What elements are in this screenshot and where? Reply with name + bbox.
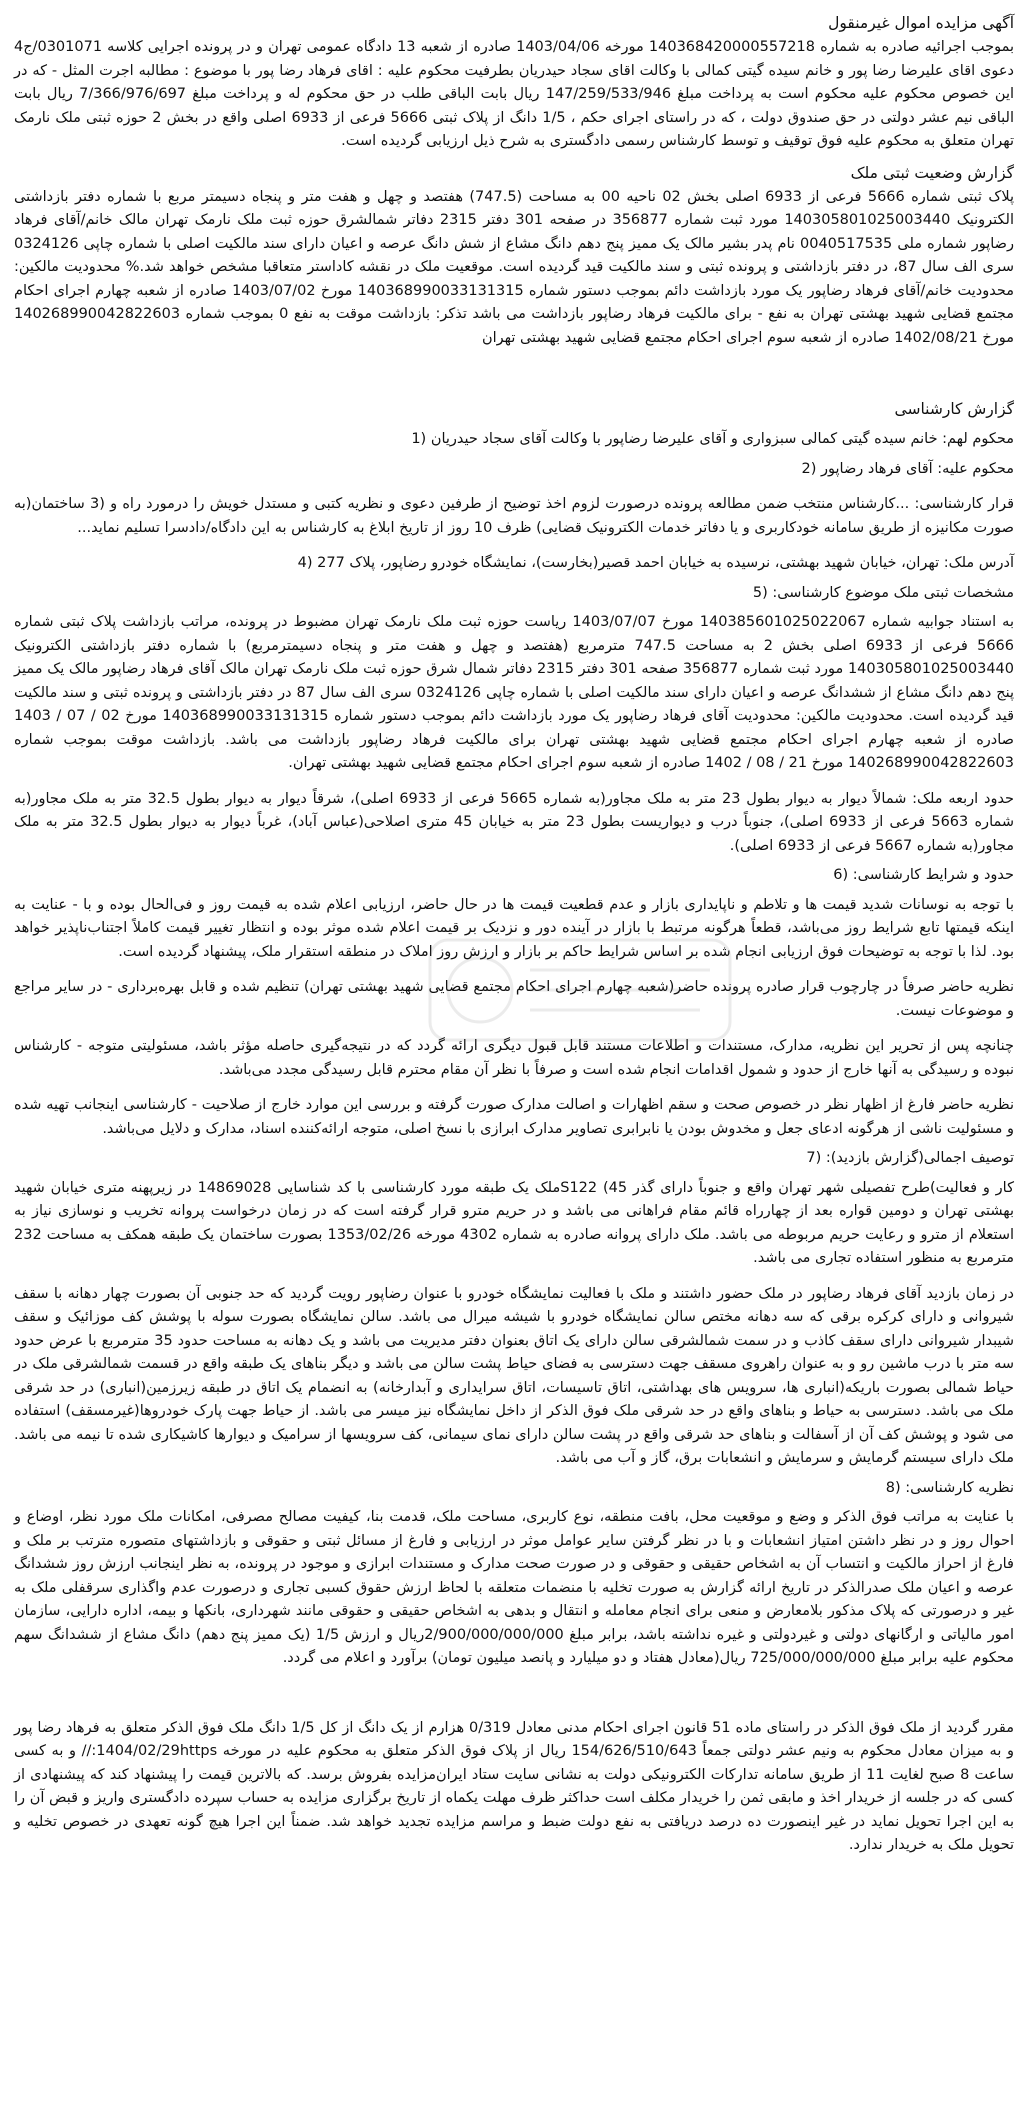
item-6-paragraph-4: نظریه حاضر فارغ از اظهار نظر در خصوص صحت و سقم اظهارات و اصالت مدارک صورت گرفته و بررسی این موارد خارج از صلاحیت - کارشناسی اینجانب تهیه شده و مسئولیت ناشی از هرگونه ادعای جعل و مخدوش بودن یا نابرابری تصاویر مدارک ابرازی با نسخ اصلی، متوجه ارائه‌کننده اسناد، مدارک و دلایل می‌باشد. [14,1097,1014,1137]
registry-status-body: پلاک ثبتی شماره 5666 فرعی از 6933 اصلی بخش 02 ناحیه 00 به مساحت (747.5) هفتصد و چهل و هفت متر و پنجاه دسیمتر مربع با شماره دفتر بازداشتی الکترونیک 140305801025003440 مورد ثبت شماره 356877 در صفحه 301 دفتر 2315 دفاتر شمالشرق حوزه ثبت ملک نارمک تهران مالک خانم/آقای فرهاد رضاپور شماره ملی 0040517535 نام پدر بشیر مالک یک ممیز پنج دهم دانگ مشاع از شش دانگ عرصه و اعیان دارای سند مالکیت اصلی با شماره چاپی 0324126 سری الف سال 87، در دفتر بازداشتی و پرونده ثبتی و سند مالکیت قید گردیده است. موقعیت ملک در نقشه کاداستر متعاقبا مشخص خواهد شد.% محدودیت مالکین: محدودیت خانم/آقای فرهاد رضاپور یک مورد بازداشت دائم بموجب دستور شماره 140368990033131315 مورخ 1403/07/02 صادره از شعبه چهارم اجرای احکام مجتمع قضایی شهید بهشتی تهران به نفع - برای مالکیت فرهاد رضاپور بازداشت می باشد تذکر: بازداشت موقت به نفع 0 بموجب شماره 140268990042822603 مورخ 1402/08/21 صادره از شعبه سوم اجرای احکام مجتمع قضایی شهید بهشتی تهران [14,188,1015,346]
item-2-debtor: محکوم علیه: آقای فرهاد رضاپور (2 [801,460,1014,477]
item-8-expert-opinion: با عنایت به مراتب فوق الذکر و وضع و موقعیت محل، بافت منطقه، نوع کاربری، مساحت ملک، قدمت بنا، کیفیت مصالح مصرفی، امکانات ملک مورد نظر، اوضاع و احوال روز و در نظر داشتن امتیاز انشعابات و با در نظر گرفتن سایر عوامل موثر در ارزیابی و فارغ از مسائل ثبتی و حقوقی و بازداشتهای متصوره مترتب بر ملک و فارغ از احراز مالکیت و انتساب آن به اشخاص حقیقی و حقوقی و در صورت صحت مدارک و مستندات ابرازی و موجود در پرونده، به نظر اینجانب ارزش روز ششدانگ عرصه و اعیان ملک صدرالذکر در تاریخ ارائه گزارش به صورت تخلیه با منضمات متعلقه با لحاظ ارزش حقوق کسبی تجاری و درصورت عدم واگذاری سرقفلی ملک به غیر و درصورتی که پلاک مذکور بلامعارض و منعی برای انجام معامله و انتقال و بدهی به اشخاص حقیقی و حقوقی مانند شهرداری، بانکها و بیمه، اداره دارایی، سازمان امور مالیاتی و ارگانهای دولتی و غیردولتی و غیره نداشته باشد، برابر مبلغ 2/900/000/000/000ریال و ارزش 1/5 (یک ممیز پنج دهم) دانگ مشاع از ششدانگ سهم محکوم علیه برابر مبلغ 725/000/000/000 ریال(معادل هفتاد و دو میلیارد و پانصد میلیون تومان) برآورد و اعلام می گردد. [14,1509,1015,1666]
property-boundaries: حدود اربعه ملک: شمالاً دیوار به دیوار بطول 23 متر به ملک مجاور(به شماره 5665 فرعی از 6933 اصلی)، شرقاً دیوار به دیوار بطول 32.5 متر به ملک مجاور(به شماره 5663 فرعی از 6933 اصلی)، جنوباً درب و دیواریست بطول 23 متر به خیابان 45 متری اصلاحی(عباس آباد)، غرباً دیوار به دیوار بطول 32.5 متر به ملک مجاور(به شماره 5667 فرعی از 6933 اصلی). [14,790,1015,854]
item-6-paragraph-3: چنانچه پس از تحریر این نظریه، مدارک، مستندات و اطلاعات مستند قابل قبول دیگری ارائه گردد که در نتیجه‌گیری حاصله مؤثر باشد، مسئولیتی متوجه - کارشناس نبوده و رسیدگی به آنها خارج از حدود و شمول اقدامات انجام شده است و صرفاً با نظر آن مقام محترم قابل رسیدگی مجدد می‌باشد. [14,1038,1014,1078]
item-6-paragraph-2: نظریه حاضر صرفاً در چارچوب قرار صادره پرونده حاضر(شعبه چهارم اجرای احکام مجتمع قضایی شهید بهشتی تهران) تنظیم شده و قابل بهره‌برداری - در سایر مراجع و موضوعات نیست. [14,979,1014,1019]
notice-intro: بموجب اجرائیه صادره به شماره 140368420000557218 مورخه 1403/04/06 صادره از شعبه 13 دادگاه عمومی تهران و در پرونده اجرایی کلاسه 0301071/ج4 دعوی اقای علیرضا رضا پور و خانم سیده گیتی کمالی با وکالت اقای سجاد حیدریان بطرفیت محکوم علیه : اقای فرهاد رضا پور با موضوع : مطالبه اجرت المثل - که در این خصوص محکوم علیه محکوم است به پرداخت مبلغ 147/259/533/946 ریال بابت الباقی طلب در حق محکوم له و پرداخت مبلغ 7/366/976/697 ریال بابت الباقی نیم عشر دولتی در حق صندوق دولت ، که در راستای اجرای حکم ، 1/5 دانگ از پلاک ثبتی 5666 فرعی از 6933 اصلی واقع در بخش 2 حوزه ثبتی ملک نارمک تهران متعلق به محکوم علیه فوق توقیف و توسط کارشناس رسمی دادگستری به شرح ذیل ارزیابی گردیده است. [14,39,1015,149]
item-3-expert-order: قرار کارشناسی: ...کارشناس منتخب ضمن مطالعه پرونده درصورت لزوم اخذ توضیح از طرفین دعوی و نظریه کتبی و مستدل خویش را درمورد راه و (3 ساختمان(به صورت مکانیزه از طریق سامانه خودکاربری و یا دفاتر خدمات الکترونیک قضایی) ظرف 10 روز از تاریخ ابلاغ به کارشناس به این دادگاه/دادسرا تسلیم نماید... [14,496,1014,536]
item-7-paragraph-1: کار و فعالیت)طرح تفصیلی شهر تهران واقع و جنوباً دارای گذر 45) S122ملک یک طبقه مورد کارشناسی با کد شناسایی 14869028 در زیرپهنه متری خیابان شهید بهشتی تهران و دومین قواره بعد از چهارراه قائم مقام فراهانی می باشد و در حریم مترو قرار گرفته است که در زمان درخواست پروانه تخریب و نوسازی نیاز به استعلام از مترو و رعایت حریم مربوطه می باشد. ملک دارای پروانه صادره به شماره 4302 مورخه 1353/02/26 بصورت ساختمان یک طبقه همکف به مساحت 232 مترمربع به منظور استفاده تجاری می باشد. [14,1179,1014,1266]
item-7-heading: توصیف اجمالی(گزارش بازدید): (7 [806,1150,1014,1166]
item-8-heading: نظریه کارشناسی: (8 [885,1479,1014,1496]
registry-status-heading: گزارش وضعیت ثبتی ملک [850,163,1014,182]
item-6-paragraph-1: با توجه به نوسانات شدید قیمت ها و تلاطم و ناپایداری بازار و عدم قطعیت قیمت ها در حال حاضر، ارزیابی اعلام شده به قیمت روز و فی‌الحال بوده و با - عنایت به اینکه قیمتها تابع شرایط روز می‌باشد، قطعاً هرگونه مرتبط با بازار در آینده دور و نزدیک بر قیمت اعلام شده موثر بوده و انتظار تغییر قیمت کاملاً اجتناب‌ناپذیر خواهد بود. لذا با توجه به توضیحات فوق ارزیابی انجام شده بر اساس شرایط حاکم بر بازار و ارزش روز املاک در منطقه استقرار ملک، پیشنهاد گردیده است. [14,896,1014,960]
item-4-address: آدرس ملک: تهران، خیابان شهید بهشتی، نرسیده به خیابان احمد قصیر(بخارست)، نمایشگاه خودرو رضاپور، پلاک 277 (4 [297,555,1014,571]
expert-report-heading: گزارش کارشناسی [894,400,1014,418]
item-7-paragraph-2: در زمان بازدید آقای فرهاد رضاپور در ملک حضور داشتند و ملک با فعالیت نمایشگاه خودرو با عنوان رضاپور رویت گردید که حد جنوبی آن بصورت چهار دهانه با سقف شیروانی و دارای کرکره برقی که سه دهانه مختص سالن نمایشگاه خودرو با شیشه میرال می باشد. سالن نمایشگاه بصورت سوله با پوشش کف موزائیک و سقف شیبدار شیروانی دارای سقف کاذب و در سمت شمالشرقی سالن دارای یک اتاق بعنوان دفتر مدیریت می باشد و یک دهانه به مساحت حدود 35 مترمربع با عرض حدود سه متر با درب ماشین رو و به عنوان راهروی مسقف جهت دسترسی به فضای حیاط پشت سالن می باشد و دیگر بناهای یک طبقه واقع در قسمت شمالشرقی ملک در حیاط شمالی بصورت باریکه(انباری ها، سرویس های بهداشتی، اتاق تاسیسات، اتاق سرایداری و آبدارخانه) به انضمام یک اتاق در طبقه زیرزمین(انباری) در حد شرقی ملک می باشد. دسترسی به حیاط و بناهای واقع در حد شرقی ملک فوق الذکر از داخل نمایشگاه نیز میسر می باشد. از حیاط جهت پارک خودروها(غیرمسقف) استفاده می شود و پوشش کف آن از آسفالت و بناهای حد شرقی واقع در پشت سالن دارای نمای سیمانی، کف سرویسها از سرامیک و دیوارها کاشیکاری شده تا نیمه می باشد. ملک دارای سیستم گرمایش و سرمایش و انشعابات برق، گاز و آب می باشد. [14,1285,1014,1466]
item-5-registry-details: به استناد جوابیه شماره 140385601025022067 مورخ 1403/07/07 ریاست حوزه ثبت ملک نارمک تهران مضبوط در پرونده، مراتب بازداشت پلاک ثبتی شماره 5666 فرعی از 6933 اصلی بخش 2 به مساحت 747.5 مترمربع (هفتصد و چهل و هفت متر و پنجاه دسیمترمربع) با شماره دفتر بازداشتی الکترونیک 140305801025003440 مورد ثبت شماره 356877 صفحه 301 دفتر 2315 دفاتر شمال شرق حوزه ثبت ملک نارمک تهران مالک آقای فرهاد رضاپور مالک یک ممیز پنج دهم دانگ مشاع از ششدانگ عرصه و اعیان دارای سند مالکیت اصلی با شماره چاپی 0324126 سری الف سال 87 در دفتر بازداشتی و پرونده ثبتی و سند مالکیت قید گردیده است. محدودیت مالکین: محدودیت آقای فرهاد رضاپور یک مورد بازداشت دائم بموجب دستور شماره 140368990033131315 مورخ 02 / 07 / 1403 صادره از شعبه چهارم اجرای احکام مجتمع قضایی شهید بهشتی تهران برای مالکیت فرهاد رضاپور بازداشت می باشد. بازداشت موقت بموجب شماره 140268990042822603 مورخ 21 / 08 / 1402 صادره از شعبه سوم اجرای احکام مجتمع قضایی شهید بهشتی تهران. [14,614,1015,771]
auction-final-paragraph: مقرر گردید از ملک فوق الذکر در راستای ماده 51 قانون اجرای احکام مدنی معادل 0/319 هزارم از یک دانگ از کل 1/5 دانگ ملک فوق الذکر متعلق به فرهاد رضا پور و به میزان معادل محکوم به ونیم عشر دولتی جمعاً 154/626/510/643 ریال از پلاک فوق الذکر متعلق به محکوم علیه در مورخه 1404/02/29https:// و به کسی ساعت 8 صبح لغایت 11 از طریق سامانه تدارکات الکترونیکی دولت به نشانی سایت ستاد ایران‌مزایده بفروش برسد. که بالاترین قیمت را پیشنهاد کند که پیشنهادی از کسی که در جلسه از خریدار اخذ و مابقی ثمن را خریدار مکلف است حداکثر ظرف مهلت یکماه از تاریخ برگزاری مزایده به حساب سپرده دادگستری واریز و قبض آن را به این اجرا تحویل نماید در غیر اینصورت ده درصد دریافتی به نفع دولت ضبط و مراسم مزایده تجدید خواهد شد. ضمناً این اجرا هیچ گونه تعهدی در خصوص تخلیه و تحویل ملک به خریدار ندارد. [14,1719,1014,1853]
notice-title: آگهی مزایده اموال غیرمنقول [828,14,1014,32]
item-1-beneficiaries: محکوم لهم: خانم سیده گیتی کمالی سبزواری و آقای علیرضا رضاپور با وکالت آقای سجاد حیدریان (1 [411,431,1014,447]
item-6-heading: حدود و شرایط کارشناسی: (6 [833,867,1014,883]
item-5-heading: مشخصات ثبتی ملک موضوع کارشناسی: (5 [752,584,1014,601]
